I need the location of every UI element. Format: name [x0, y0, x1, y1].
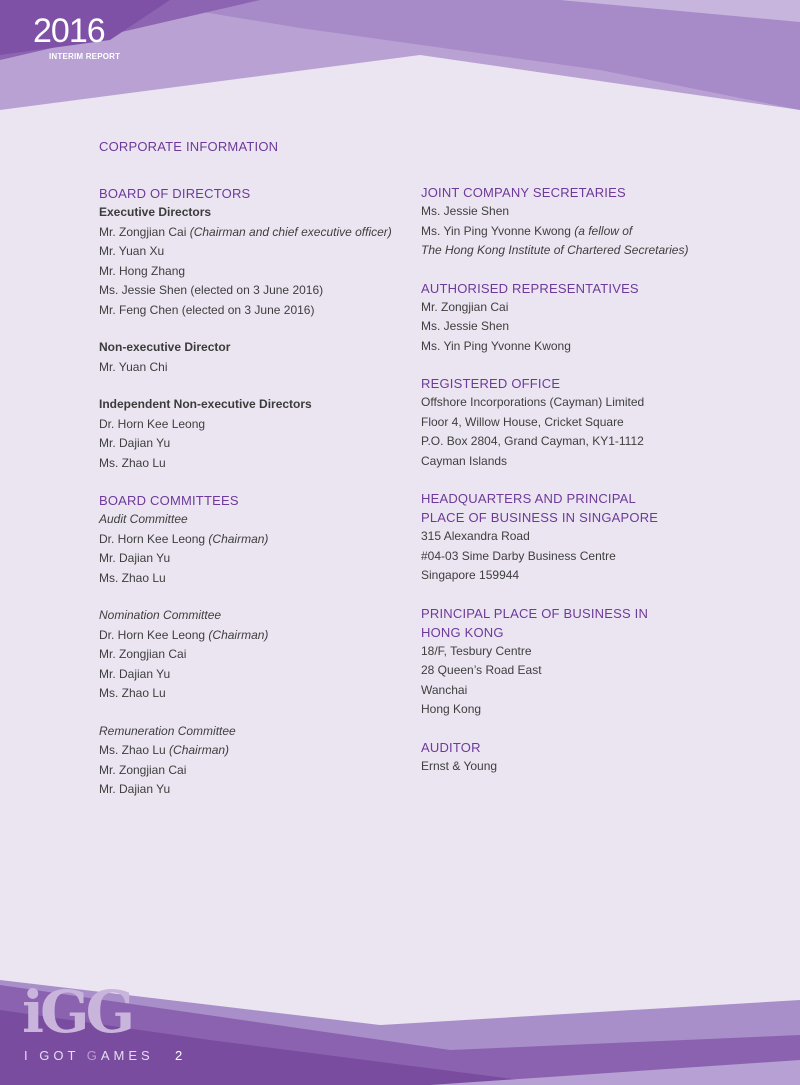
nomination-member: Dr. Horn Kee Leong (Chairman)	[99, 627, 269, 642]
nomination-member: Ms. Zhao Lu	[99, 686, 166, 700]
address-line: 315 Alexandra Road	[421, 529, 530, 543]
board-heading: BOARD OF DIRECTORS	[99, 186, 251, 201]
nonexec-director-label: Non-executive Director	[99, 340, 231, 354]
hq-singapore-heading-2: PLACE OF BUSINESS IN SINGAPORE	[421, 510, 659, 525]
tagline: I GOT GAMES	[24, 1048, 154, 1063]
address-line: Wanchai	[421, 682, 468, 697]
exec-director: Mr. Feng Chen (elected on 3 June 2016)	[99, 302, 315, 317]
address-line: P.O. Box 2804, Grand Cayman, KY1-1112	[421, 434, 644, 448]
remuneration-member: Mr. Dajian Yu	[99, 782, 171, 796]
report-subtitle: INTERIM REPORT	[49, 52, 121, 61]
hq-singapore-heading: HEADQUARTERS AND PRINCIPAL	[421, 491, 636, 506]
address-line: Hong Kong	[421, 702, 482, 716]
nomination-member: Mr. Dajian Yu	[99, 666, 171, 681]
remuneration-member: Mr. Zongjian Cai	[99, 762, 187, 777]
remuneration-member: Ms. Zhao Lu (Chairman)	[99, 743, 230, 757]
representatives-heading: AUTHORISED REPRESENTATIVES	[421, 280, 639, 296]
report-badge	[33, 12, 121, 61]
auditor-name: Ernst & Young	[421, 758, 498, 773]
address-line: #04-03 Sime Darby Business Centre	[421, 548, 616, 563]
representative: Ms. Jessie Shen	[421, 319, 510, 333]
remuneration-committee-label: Remuneration Committee	[99, 723, 236, 738]
secretary-note: The Hong Kong Institute of Chartered Secretaries)	[421, 243, 689, 257]
secretary: Ms. Jessie Shen	[421, 204, 510, 218]
nomination-member: Mr. Zongjian Cai	[99, 647, 187, 661]
page-title: CORPORATE INFORMATION	[99, 139, 279, 154]
hk-office-heading-2: HONG KONG	[421, 624, 504, 640]
igg-logo-mark: iGG	[22, 978, 132, 1046]
audit-committee-label: Audit Committee	[99, 512, 188, 526]
nomination-committee-label: Nomination Committee	[99, 608, 222, 622]
auditor-heading: AUDITOR	[421, 739, 481, 755]
address-line: 28 Queen’s Road East	[421, 663, 542, 677]
igg-logo	[22, 978, 132, 1046]
exec-director: Mr. Yuan Xu	[99, 244, 165, 258]
registered-office-heading: REGISTERED OFFICE	[421, 376, 561, 391]
hk-office-heading: PRINCIPAL PLACE OF BUSINESS IN	[421, 605, 649, 621]
report-year: 2016	[33, 12, 105, 50]
indep-director: Mr. Dajian Yu	[99, 436, 171, 450]
left-column	[99, 137, 409, 800]
exec-directors-label: Executive Directors	[99, 205, 212, 219]
address-line: 18/F, Tesbury Centre	[421, 643, 532, 658]
exec-director: Mr. Hong Zhang	[99, 263, 186, 278]
exec-director: Mr. Zongjian Cai (Chairman and chief executive officer)	[99, 224, 392, 239]
audit-member: Mr. Dajian Yu	[99, 551, 171, 565]
address-line: Floor 4, Willow House, Cricket Square	[421, 414, 624, 429]
address-line: Offshore Incorporations (Cayman) Limited	[421, 395, 645, 409]
indep-directors-label: Independent Non-executive Directors	[99, 397, 312, 411]
indep-director: Ms. Zhao Lu	[99, 455, 166, 470]
audit-member: Dr. Horn Kee Leong (Chairman)	[99, 531, 269, 546]
secretary: Ms. Yin Ping Yvonne Kwong (a fellow of	[421, 223, 633, 238]
address-line: Singapore 159944	[421, 568, 520, 582]
secretaries-heading: JOINT COMPANY SECRETARIES	[421, 185, 626, 200]
exec-director: Ms. Jessie Shen (elected on 3 June 2016)	[99, 283, 324, 297]
nonexec-director: Mr. Yuan Chi	[99, 359, 168, 374]
representative: Ms. Yin Ping Yvonne Kwong	[421, 338, 571, 353]
address-line: Cayman Islands	[421, 453, 508, 468]
representative: Mr. Zongjian Cai	[421, 299, 509, 314]
indep-director: Dr. Horn Kee Leong	[99, 416, 206, 431]
audit-member: Ms. Zhao Lu	[99, 570, 166, 585]
right-column	[421, 183, 721, 776]
committees-heading: BOARD COMMITTEES	[99, 493, 239, 508]
page-number: 2	[175, 1048, 183, 1063]
